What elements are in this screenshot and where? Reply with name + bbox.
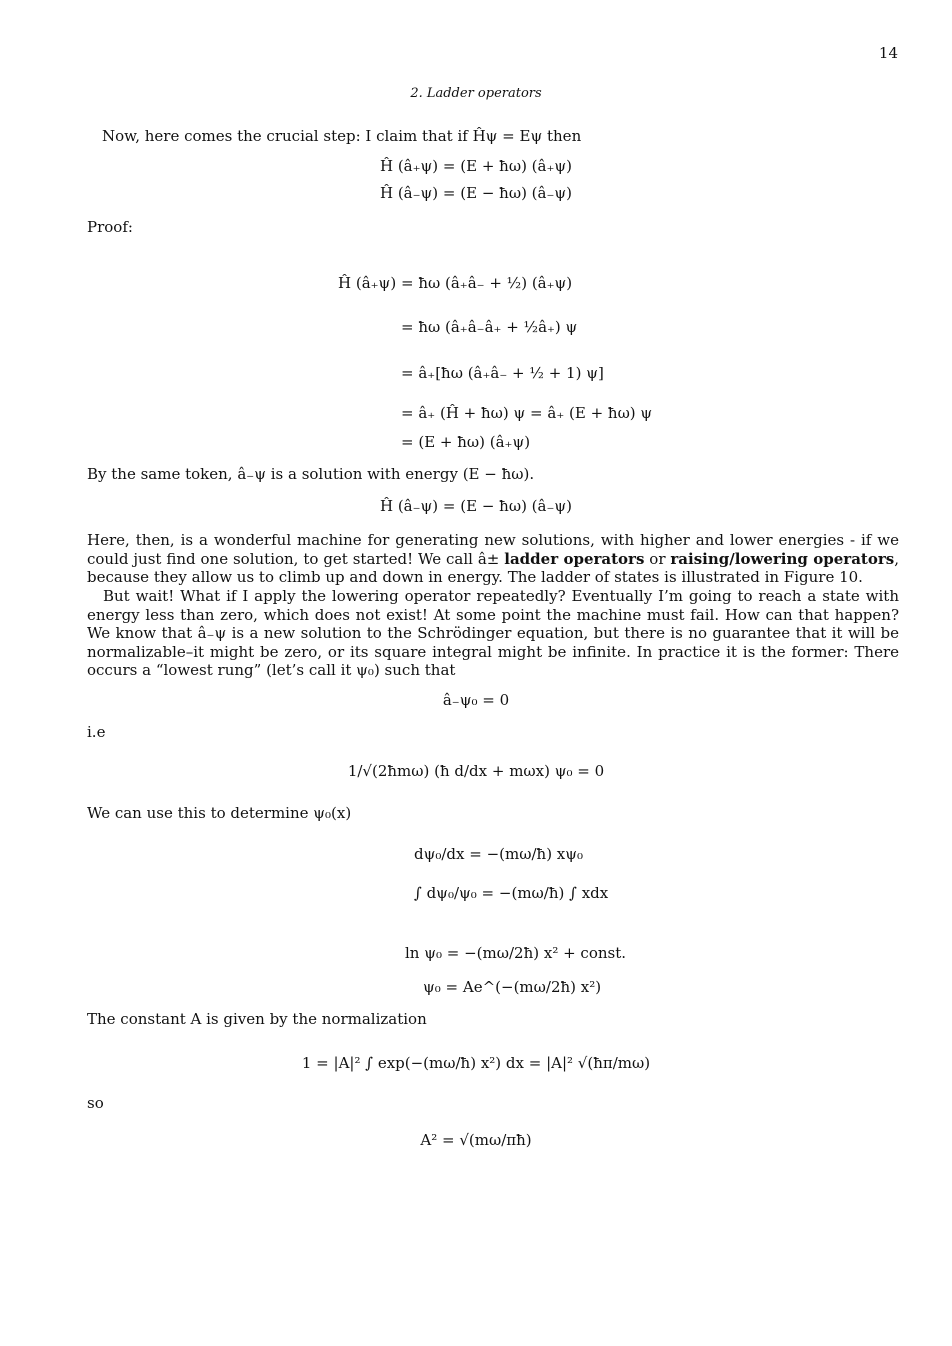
ladder-paragraph: [87, 531, 899, 587]
determine-sentence: We can use this to determine ψ₀(x): [87, 804, 352, 822]
integral-equation: ∫ dψ₀/ψ₀ = −(mω/ħ) ∫ xdx: [414, 884, 609, 902]
lowest-rung-equation: â₋ψ₀ = 0: [442, 691, 510, 709]
same-token-equation: Ĥ (â₋ψ) = (E − ħω) (â₋ψ): [379, 497, 573, 515]
ladder-text-end: , because they allow us to climb up and down in energy. The ladder of states is illustrated in Figure 10.: [87, 549, 899, 586]
so-label: so: [87, 1094, 104, 1112]
ladder-operators-term: ladder operators: [504, 549, 645, 568]
claim-equation-lowering: Ĥ (â₋ψ) = (E − ħω) (â₋ψ): [379, 184, 573, 202]
operator-equation: 1/√(2ħmω) (ħ d/dx + mωx) ψ₀ = 0: [347, 762, 605, 780]
proof-line-5: = (E + ħω) (â₊ψ): [401, 433, 531, 451]
but-wait-paragraph: But wait! What if I apply the lowering operator repeatedly? Eventually I’m going to reach a state with energy less than zero, which does not exist! At some point the machine must fail. How can that happen? We know that â₋ψ is a new solution to the Schrödinger equation, but there is no guarantee that it will be normalizable–it might be zero, or its square integral might be infinite. In practice it is the former: There occurs a “lowest rung” (let’s call it ψ₀) such that: [87, 587, 899, 679]
log-equation: ln ψ₀ = −(mω/2ħ) x² + const.: [405, 944, 627, 962]
proof-label: Proof:: [87, 218, 133, 236]
intro-paragraph: Now, here comes the crucial step: I claim that if Ĥψ = Eψ then: [102, 127, 582, 145]
proof-lhs: Ĥ (â₊ψ): [338, 274, 397, 292]
derivative-equation: dψ₀/dx = −(mω/ħ) xψ₀: [414, 845, 584, 863]
gaussian-solution: ψ₀ = Ae^(−(mω/2ħ) x²): [423, 978, 602, 996]
running-head: 2. Ladder operators: [410, 86, 542, 101]
proof-line-1: = ħω (â₊â₋ + ½) (â₊ψ): [401, 274, 573, 292]
ladder-text-or: or: [644, 549, 671, 568]
ie-label: i.e: [87, 723, 106, 741]
claim-equation-raising: Ĥ (â₊ψ) = (E + ħω) (â₊ψ): [379, 157, 573, 175]
final-amplitude-equation: A² = √(mω/πħ): [420, 1131, 532, 1149]
proof-line-4: = â₊ (Ĥ + ħω) ψ = â₊ (E + ħω) ψ: [401, 404, 653, 422]
proof-line-3: = â₊[ħω (â₊â₋ + ½ + 1) ψ]: [401, 364, 604, 382]
ladder-text-start: Here, then, is a wonderful machine for generating new solutions, with higher and lower energies - if we could just find one solution, to get started! We call â±: [87, 531, 899, 568]
normalization-sentence: The constant A is given by the normalization: [87, 1010, 427, 1028]
proof-line-2: = ħω (â₊â₋â₊ + ½â₊) ψ: [401, 318, 578, 336]
same-token-sentence: By the same token, â₋ψ is a solution with energy (E − ħω).: [87, 465, 535, 483]
normalization-equation: 1 = |A|² ∫ exp(−(mω/ħ) x²) dx = |A|² √(ħπ/mω): [301, 1054, 651, 1072]
raising-lowering-term: raising/lowering operators: [670, 549, 895, 568]
page-number: 14: [878, 44, 898, 62]
